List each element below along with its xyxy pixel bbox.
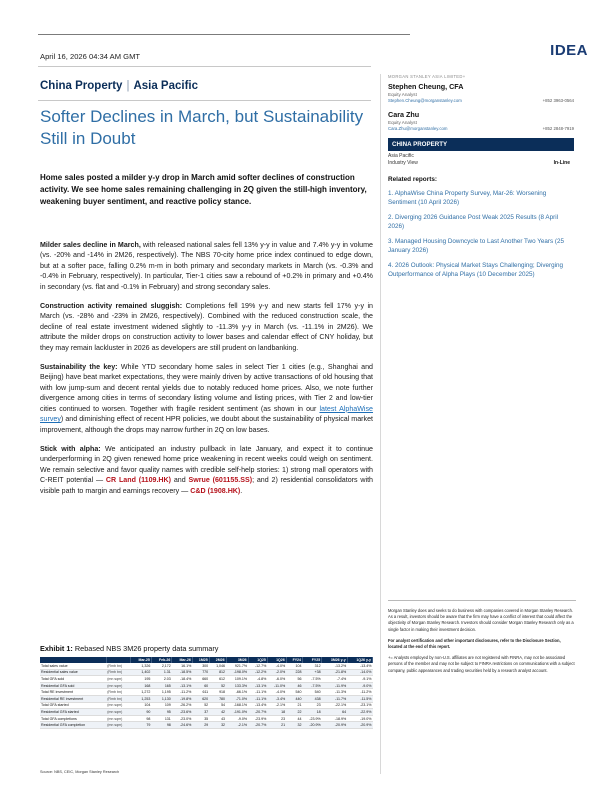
table-cell: -4.0% [267,689,286,696]
sector-name: China Property [40,80,123,92]
brand-logo: IDEA [550,42,588,59]
analyst-card-2 [388,110,574,131]
table-cell: 1.31 [151,669,171,676]
table-cell: -20.9% [302,722,321,729]
table-body [40,663,373,728]
table-row-label: Residential GFA sold [40,682,106,689]
table-cell: 1,326 [131,663,152,669]
paragraph-4-text: We anticipated an industry pullback in late January, and expect it to continue underperforming in 2Q given renewed home price weakening in recent weeks could weigh on sentiment. We remain selective and favor quality names with credible self-help stories: 1) strong mall operators with C-REIT potential — [40,444,373,485]
table-cell: 29 [192,722,209,729]
table-cell: 98 [151,722,171,729]
table-cell: 195 [131,676,152,683]
table-cell: 56 [286,676,302,683]
table-cell: 52 [192,702,209,709]
table-row [40,702,373,709]
table-cell: -18.5% [172,669,193,676]
table-col-header: 1Q25 [248,657,267,663]
table-cell: -13.1% [248,682,267,689]
paragraph-1-text: with released national sales fell 13% y-y in value and 7.4% y-y in volume (vs. -20% and -14% in 2M26, respectively). The NBS 70-city home price index continued to edge down, but at a softer pace, falling 0.2% m-m in both primary and secondary markets in March (vs. -0.3% and -0.4% in February, respectively). In particular, Tier-1 cities saw a rebound of +0.2% in primary and +0.4% in secondary (vs. flat and -0.1% in February) and strong secondary sales. [40,241,373,291]
table-cell: -191.0% [226,709,248,716]
table-cell: -9.0% [226,715,248,722]
table-cell: -19.8% [172,695,193,702]
table-cell: 21 [267,722,286,729]
table-cell: -4.8% [248,676,267,683]
paragraph-3-text-2: ) and diminishing effect of recent HPR policies, we doubt about the sustainability of physical market improvement, although the drops may narrow further in 2Q on low bases. [40,415,373,434]
table-row-label: Total GFA completions [40,715,106,722]
table-col-header: 1Q26 y-y [347,657,372,663]
table-cell: 660 [192,676,209,683]
table-cell: -9.1% [347,676,372,683]
body-column [40,240,373,505]
table-cell: 921.7% [226,663,248,669]
analyst-2-name: Cara Zhu [388,110,420,119]
table-cell: -24.6% [172,722,193,729]
related-report-3[interactable]: 3. Managed Housing Downcycle to Last Another Two Years (25 January 2026) [388,238,564,254]
table-cell: -20.9% [347,722,372,729]
paragraph-4 [40,444,373,496]
table-cell: 540 [302,689,321,696]
paragraph-2 [40,301,373,353]
table-col-header: 3M26 [226,657,248,663]
analyst-affiliation-label: MORGAN STANLEY ASIA LIMITED+ [388,74,466,79]
table-cell: 611 [192,689,209,696]
table-cell: -23.9% [302,715,321,722]
table-cell: 23 [267,715,286,722]
table-cell: -18.4% [172,676,193,683]
table-cell: 300 [192,663,209,669]
table-cell: -12.2% [248,669,267,676]
table-cell: -11.7% [322,695,348,702]
table-cell: -2.1% [267,702,286,709]
region-name: Asia Pacific [133,80,199,92]
related-report-4[interactable]: 4. 2026 Outlook: Physical Market Stays Challenging; Diverging Outperformance of Alpha Plays (10 December 2025) [388,262,564,278]
table-cell: 35 [192,715,209,722]
table-cell: -7.5% [302,676,321,683]
table-row-label: Residential RE investment [40,695,106,702]
table-cell: 2,172 [151,663,171,669]
lede-paragraph: Home sales posted a milder y-y drop in March amid softer declines of construction activity. We see home sales remaining challenging in 2Q given the still-high inventory, weakening buyer sentiment, and reactive policy stance. [40,173,367,207]
analyst-1-phone: +852 3963-0564 [542,98,574,103]
table-cell: -2.1% [226,722,248,729]
table-cell: 21 [286,702,302,709]
table-cell: -18.9% [322,715,348,722]
table-cell: -23.0% [172,715,193,722]
table-cell: 780 [209,695,226,702]
right-rail [388,74,574,279]
property-data-table [40,657,373,729]
table-cell: -23.6% [172,709,193,716]
table-cell: -3.4% [267,695,286,702]
table-cell: 104 [131,702,152,709]
table-row-label: Residential GFA completion [40,722,106,729]
table-cell: 60 [192,682,209,689]
table-cell: 2.03 [151,676,171,683]
table-cell: 228 [286,669,302,676]
ticker-cnd: C&D (1908.HK) [190,486,241,495]
related-report-2[interactable]: 2. Diverging 2026 Guidance Post Weak 2025 Results (8 April 2026) [388,214,558,230]
table-cell: 312 [302,663,321,669]
table-cell: 1,195 [151,689,171,696]
table-cell: 612 [209,676,226,683]
analyst-card-1 [388,82,574,103]
table-cell: -20.7% [248,722,267,729]
table-cell: -2.0% [267,669,286,676]
table-row [40,722,373,729]
analyst-1-name: Stephen Cheung, CFA [388,82,464,91]
table-cell: -20.9% [322,722,348,729]
table-cell: 133.3% [226,682,248,689]
table-cell: -13.4% [347,663,372,669]
analyst-2-title: Equity Analyst [388,120,417,125]
publish-datetime: April 16, 2026 04:34 AM GMT [40,52,141,61]
table-row [40,695,373,702]
paragraph-2-text: Completions fell 19% y-y and new starts fell 17% y-y in March (vs. -28% and -23% in 2M26, respectively). Combined with the reduced construction scale, the decline of real estate investment widened slightly to -11.3% y-y in March (vs. -11.1% in 2M26). We attribute the milder drops on construction activity to lower bases and calendar effect of CNY holiday, but they may remain lackluster in 2026 as developers are still prudent on landbanking. [40,302,373,352]
table-cell: 165 [151,682,171,689]
table-cell: 23 [302,702,321,709]
table-cell: -21.8% [322,669,348,676]
table-cell: 90 [131,709,152,716]
table-cell: -13.2% [322,663,348,669]
related-reports-heading: Related reports: [388,176,438,183]
exhibit-title-text: Rebased NBS 3M26 property data summary [74,644,219,653]
table-cell: (Rmb bn) [106,663,131,669]
table-cell: (mn sqm) [106,702,131,709]
table-cell: 95 [151,709,171,716]
sector-region-label: Asia Pacific [388,152,414,159]
table-cell: -11.2% [172,689,193,696]
table-cell: 104 [286,663,302,669]
disclosure-paragraph-1: Morgan Stanley does and seeks to do business with companies covered in Morgan Stanley Research. As a result, investors should be aware that the firm may have a conflict of interest that could affect the objectivity of Morgan Stanley Research. Investors should consider Morgan Stanley Research only as a single factor in making their investment decision. [388,608,574,632]
table-cell: -23.1% [347,702,372,709]
table-cell: -6.0% [267,676,286,683]
paragraph-3 [40,362,373,435]
disclosure-block [388,608,576,679]
kicker-separator: | [126,80,130,92]
paragraph-4-mid: and [171,476,189,485]
table-cell: 79 [131,722,152,729]
table-cell: -13.4% [248,702,267,709]
industry-view-value: In-Line [553,160,570,166]
paragraph-3-text: While YTD secondary home sales in select Tier 1 cities (e.g., Shanghai and Beijing) have beat market expectations, they were mainly driven by active transactions of old housing that with low jump-sum and decent rental yields due to notably reduced home prices. Also, we note further divergence among cities in terms of secondary listing volume and listing prices, with Tier 2 and low-tier cities continued to worsen. Together with fragile resident sentiment (as shown in our [40,363,373,413]
analyst-2-email[interactable]: Cara.Zhu@morganstanley.com [388,126,448,131]
sector-box-title: CHINA PROPERTY [388,138,574,151]
table-row-label: Total GFA sold [40,676,106,683]
analyst-1-title: Equity Analyst [388,92,417,97]
table-cell: 44 [286,715,302,722]
table-col-header: 1M25 [192,657,209,663]
analyst-1-email[interactable]: Stephen.Cheung@morganstanley.com [388,98,462,103]
table-row [40,709,373,716]
table-cell: 32 [209,722,226,729]
table-row-label: Total RE investment [40,689,106,696]
industry-view-row [388,159,574,167]
table-cell: -7.5% [302,682,321,689]
page-title: Softer Declines in March, but Sustainability Still in Doubt [40,107,364,148]
disclosure-paragraph-2: For analyst certification and other important disclosures, refer to the Disclosure Section, located at the end of this report. [388,637,561,650]
table-cell: 540 [286,689,302,696]
table-col-header: FY25 [302,657,321,663]
table-col-header: 1Q26 [267,657,286,663]
analyst-2-phone: +852 2848-7919 [542,126,574,131]
table-cell: -20.7% [248,709,267,716]
ticker-swrue: Swrue (601155.SS) [188,476,253,485]
table-cell: 16.1% [172,663,193,669]
table-cell: -9.0% [347,682,372,689]
table-cell: 18 [267,709,286,716]
paragraph-4-text-3: . [240,486,243,495]
exhibit-caption [40,644,373,653]
table-col-header: Mar-26 [172,657,193,663]
related-report-1[interactable]: 1. AlphaWise China Property Survey, Mar-26: Worsening Sentiment (10 April 2026) [388,190,547,206]
table-row [40,676,373,683]
table-cell: 1,272 [131,689,152,696]
table-cell: 812 [209,669,226,676]
table-cell: (Rmb bn) [106,689,131,696]
table-cell: 32 [286,722,302,729]
table-cell: 22 [286,709,302,716]
table-cell: +38 [302,669,321,676]
paragraph-4-text-2: ; and 2) residential consolidators with visible path to margin and earnings recovery — [40,476,374,495]
paragraph-4-lead: Stick with alpha: [40,444,101,453]
table-cell: (Rmb bn) [106,669,131,676]
table-cell: (mn sqm) [106,682,131,689]
ticker-cr-land: CR Land (1109.HK) [105,476,172,485]
disclosure-paragraph-3: += Analysts employed by non-U.S. affiliates are not registered with FINRA, may not be associated persons of the member and may not be subject to FINRA restrictions on communications with a subject company, public appearances and trading securities held by a research analyst account. [388,655,575,673]
table-cell: -13.1% [172,682,193,689]
table-cell: -22.1% [322,702,348,709]
industry-view-label: Industry View [388,160,418,166]
table-cell: -14.0% [347,669,372,676]
table-cell: 1,253 [131,695,152,702]
top-rule [38,34,410,35]
table-cell: 54 [209,702,226,709]
table-cell: -11.1% [248,689,267,696]
table-cell: 620 [192,695,209,702]
table-cell: 98 [131,715,152,722]
table-cell: 131 [151,715,171,722]
table-cell: -12.7% [248,663,267,669]
table-row [40,715,373,722]
exhibit-source: Source: NBS, CEIC, Morgan Stanley Research [40,770,120,774]
table-cell: 440 [286,695,302,702]
table-cell: 42 [209,709,226,716]
table-cell: (mn sqm) [106,709,131,716]
table-cell: -198.0% [226,669,248,676]
date-rule [38,66,371,67]
alphawise-survey-link[interactable]: latest AlphaWise survey [40,404,374,424]
table-cell: -7.4% [322,676,348,683]
table-cell: -66.1% [226,689,248,696]
table-cell: -11.9% [322,682,348,689]
table-cell: -23.9% [248,715,267,722]
table-cell: 918 [209,689,226,696]
exhibit-label: Exhibit 1: [40,644,73,653]
disclosure-rule [388,600,576,601]
table-row [40,689,373,696]
table-cell: 46 [286,682,302,689]
table-cell: -4.0% [267,663,286,669]
table-cell: -19.0% [347,715,372,722]
table-cell: 770 [192,669,209,676]
table-cell: -26.2% [172,702,193,709]
table-cell: 1,402 [131,669,152,676]
table-col-header: Mar-25 [131,657,152,663]
table-cell: -11.5% [347,695,372,702]
table-row-label: Residential GFA started [40,709,106,716]
table-cell: 109 [151,702,171,709]
table-cell: -71.0% [226,695,248,702]
table-cell: -11.1% [248,695,267,702]
column-divider [380,74,381,774]
table-cell: 37 [192,709,209,716]
paragraph-1 [40,240,373,292]
table-cell: (Rmb bn) [106,695,131,702]
table-cell: 168 [131,682,152,689]
table-cell: (mn sqm) [106,722,131,729]
table-cell: 18 [302,709,321,716]
table-row-label: Total sales value [40,663,106,669]
paragraph-2-lead: Construction activity remained sluggish: [40,302,183,311]
table-col-header: 2M26 [209,657,226,663]
table-cell: -11.3% [322,689,348,696]
table-col-header: Feb-26 [151,657,171,663]
table-cell: 1,046 [209,663,226,669]
paragraph-1-lead: Milder sales decline in March, [40,241,141,249]
kicker-rule [38,100,371,101]
table-cell: 52 [209,682,226,689]
table-row [40,682,373,689]
sector-region-row [388,151,574,159]
table-cell: 1,130 [151,695,171,702]
table-row-label: Residential sales value [40,669,106,676]
table-col-header: 3M26 y-y [322,657,348,663]
sector-summary-box [388,138,574,166]
table-cell: 43 [209,715,226,722]
table-cell: (mn sqm) [106,676,131,683]
sector-region-kicker [40,80,198,92]
table-cell: (mn sqm) [106,715,131,722]
table-cell: -22.9% [347,709,372,716]
table-cell: 438 [302,695,321,702]
table-cell: -168.1% [226,702,248,709]
paragraph-3-lead: Sustainability the key: [40,363,118,372]
table-cell: -11.0% [267,682,286,689]
table-cell: 109.1% [226,676,248,683]
table-col-header: FY24 [286,657,302,663]
table-row [40,669,373,676]
table-cell: 64 [322,709,348,716]
table-row-label: Total GFA started [40,702,106,709]
table-cell: -11.2% [347,689,372,696]
